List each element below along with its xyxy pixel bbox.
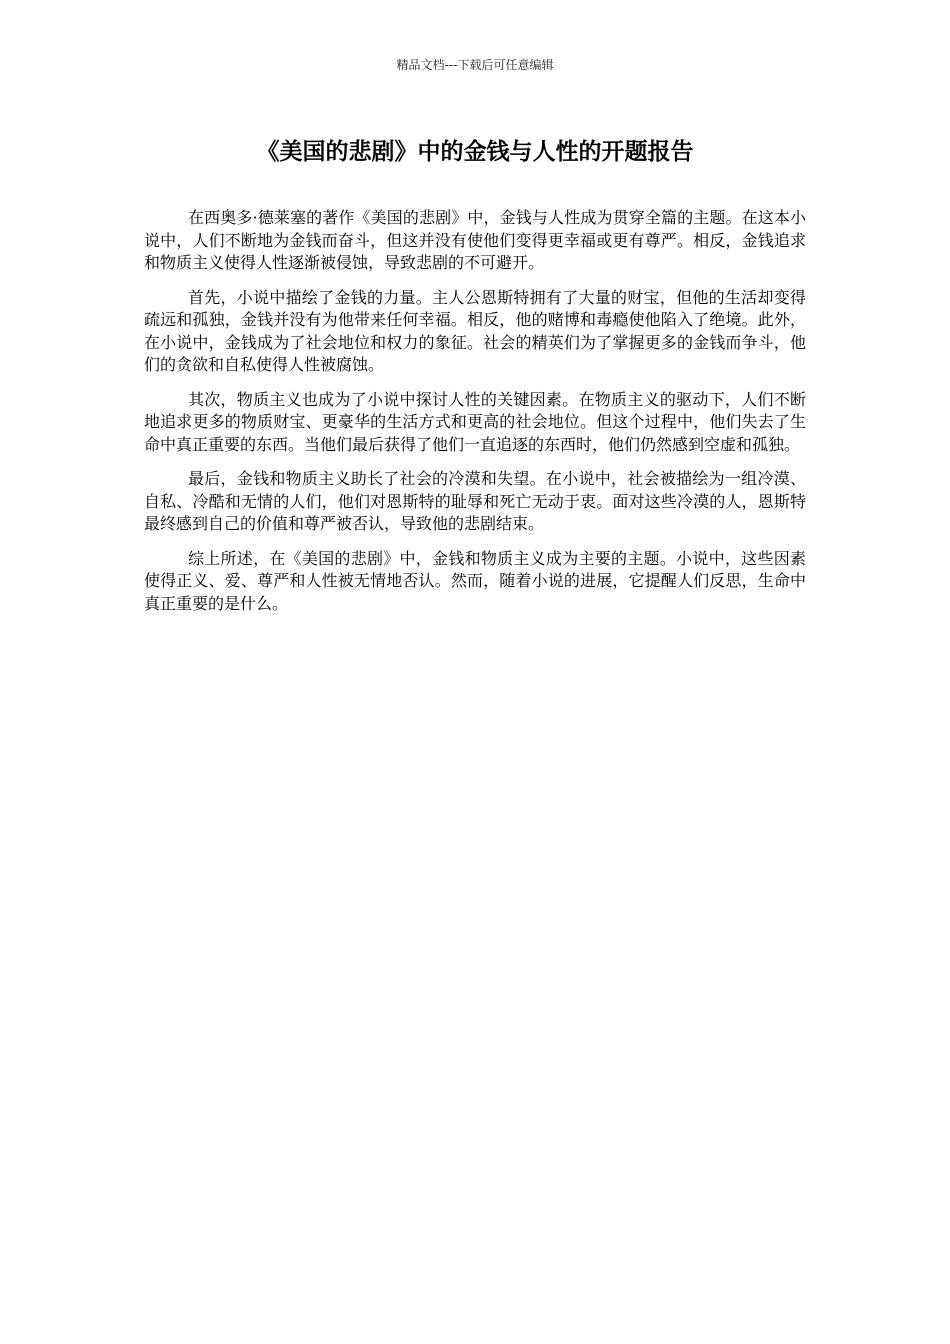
paragraph-conclusion: 综上所述，在《美国的悲剧》中，金钱和物质主义成为主要的主题。小说中，这些因素使得正义、爱、尊严和人性被无情地否认。然而，随着小说的进展，它提醒人们反思，生命中真正重要的是什么。 <box>144 548 806 613</box>
header-note: 精品文档---下载后可任意编辑 <box>396 58 554 72</box>
document-body <box>144 207 806 627</box>
paragraph-first: 首先，小说中描绘了金钱的力量。主人公恩斯特拥有了大量的财宝，但他的生活却变得疏远和孤独，金钱并没有为他带来任何幸福。相反，他的赌博和毒瘾使他陷入了绝境。此外，在小说中，金钱成为了社会地位和权力的象征。社会的精英们为了掌握更多的金钱而争斗，他们的贪欲和自私使得人性被腐蚀。 <box>144 287 806 374</box>
paragraph-second: 其次，物质主义也成为了小说中探讨人性的关键因素。在物质主义的驱动下，人们不断地追求更多的物质财宝、更豪华的生活方式和更高的社会地位。但这个过程中，他们失去了生命中真正重要的东西。当他们最后获得了他们一直追逐的东西时，他们仍然感到空虚和孤独。 <box>144 389 806 454</box>
document-title: 《美国的悲剧》中的金钱与人性的开题报告 <box>256 139 694 165</box>
paragraph-last: 最后，金钱和物质主义助长了社会的冷漠和失望。在小说中，社会被描绘为一组冷漠、自私、冷酷和无情的人们，他们对恩斯特的耻辱和死亡无动于衷。面对这些冷漠的人，恩斯特最终感到自己的价值和尊严被否认，导致他的悲剧结束。 <box>144 469 806 533</box>
paragraph-intro: 在西奥多·德莱塞的著作《美国的悲剧》中，金钱与人性成为贯穿全篇的主题。在这本小说中，人们不断地为金钱而奋斗，但这并没有使他们变得更幸福或更有尊严。相反，金钱追求和物质主义使得人性逐渐被侵蚀，导致悲剧的不可避开。 <box>144 208 806 272</box>
